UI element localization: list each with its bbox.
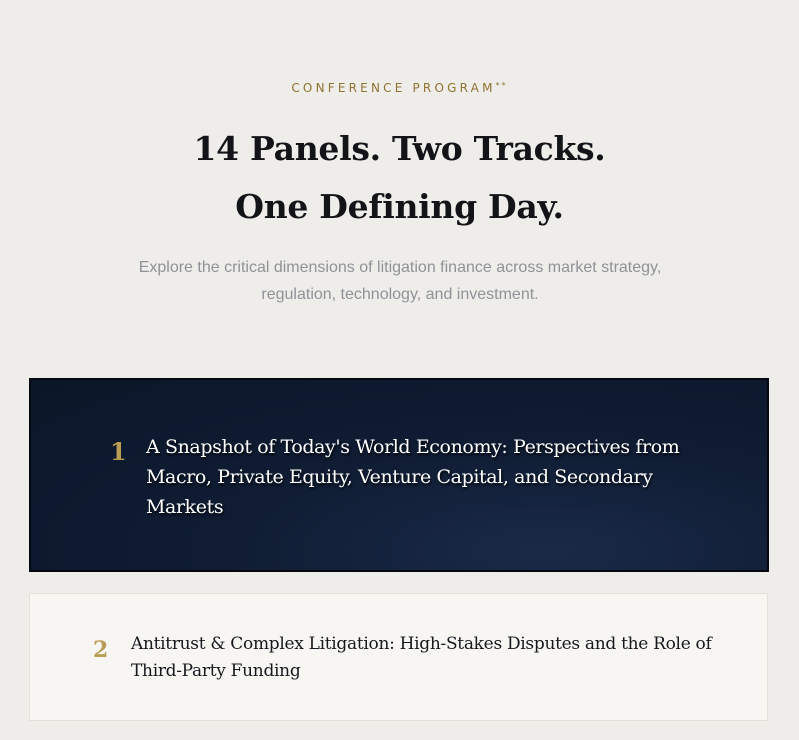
- headline-line-1: 14 Panels. Two Tracks.: [193, 129, 606, 168]
- eyebrow-label: CONFERENCE PROGRAM: [291, 81, 496, 95]
- eyebrow-mark: **: [495, 81, 508, 90]
- panel-number: 2: [93, 637, 109, 663]
- panel-title: Antitrust & Complex Litigation: High-Stakes Disputes and the Role of Third-Party Funding: [131, 634, 712, 681]
- section-subtitle: Explore the critical dimensions of litigation finance across market strategy, regulation, technology, and investment.: [138, 259, 662, 303]
- panel-title: A Snapshot of Today's World Economy: Perspectives from Macro, Private Equity, Venture Capital, and Secondary Markets: [146, 436, 680, 518]
- panel-number: 1: [110, 437, 127, 466]
- headline-line-2: One Defining Day.: [235, 187, 564, 226]
- section-eyebrow: [0, 81, 799, 95]
- panel-card-2[interactable]: [29, 593, 768, 721]
- panel-card-1[interactable]: [29, 378, 769, 572]
